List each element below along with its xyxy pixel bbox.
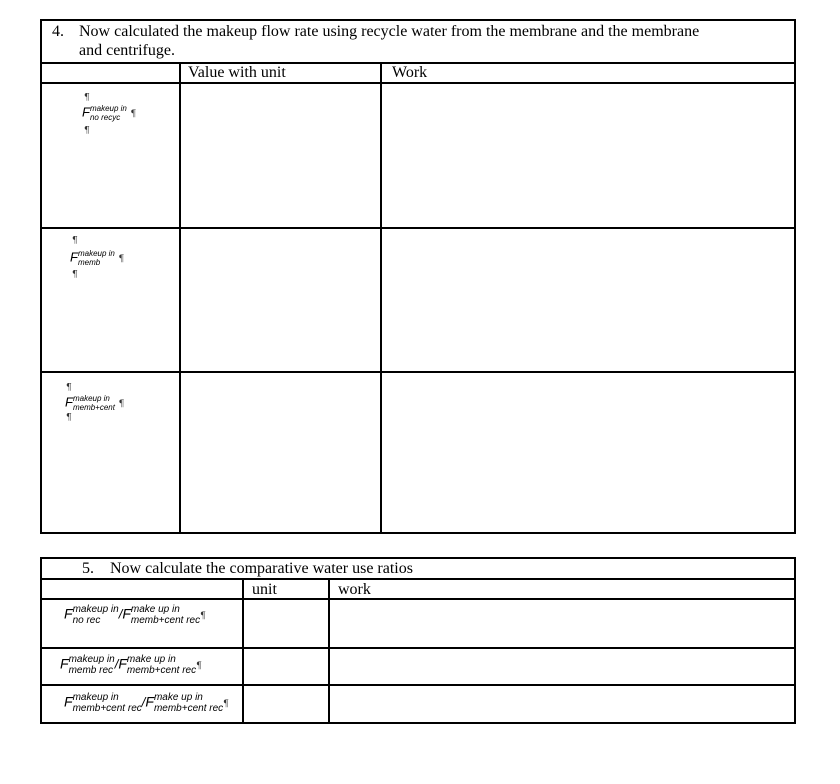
- question-5-number: 5.: [82, 560, 94, 577]
- question-4-line2: and centrifuge.: [79, 42, 175, 59]
- question-4-number: 4.: [52, 23, 64, 40]
- table5-col-divider-1: [242, 578, 244, 724]
- table4-col-divider-2: [380, 62, 382, 534]
- header-work: Work: [392, 64, 428, 81]
- label-makeup-membrane-centrifuge: F makeup in memb+cent ¶: [65, 394, 125, 412]
- label-makeup-no-recycle: F makeup in no recyc ¶: [82, 104, 137, 122]
- table5-col-divider-2: [328, 578, 330, 724]
- header-work: work: [338, 581, 371, 598]
- ratio-memb-cent-over-memb-cent: F makeup in memb+cent rec /F make up in memb+cent rec ¶: [64, 692, 229, 714]
- table5-rule-row1: [40, 647, 796, 649]
- pilcrow-mark: ¶: [72, 236, 78, 246]
- question-5-text: Now calculate the comparative water use ratios: [110, 560, 413, 577]
- makeup-flow-table: [40, 19, 796, 534]
- table4-rule-row2: [40, 371, 796, 373]
- table5-rule-header-top: [40, 578, 796, 580]
- ratio-no-rec-over-memb-cent: F makeup in no rec /F make up in memb+cent rec ¶: [64, 604, 206, 626]
- question-4-line1: Now calculated the makeup flow rate using recycle water from the membrane and the membrane: [79, 23, 700, 40]
- pilcrow-mark: ¶: [84, 93, 90, 103]
- table5-rule-header-bottom: [40, 598, 796, 600]
- header-unit: unit: [252, 581, 277, 598]
- pilcrow-mark: ¶: [66, 413, 72, 423]
- table4-rule-header-bottom: [40, 82, 796, 84]
- table4-rule-row1: [40, 227, 796, 229]
- table5-rule-row2: [40, 684, 796, 686]
- pilcrow-mark: ¶: [72, 270, 78, 280]
- header-value-with-unit: Value with unit: [188, 64, 286, 81]
- ratio-memb-rec-over-memb-cent: F makeup in memb rec /F make up in memb+cent rec ¶: [60, 654, 202, 676]
- pilcrow-mark: ¶: [66, 383, 72, 393]
- table4-col-divider-1: [179, 62, 181, 534]
- label-makeup-membrane: F makeup in memb ¶: [70, 249, 125, 267]
- pilcrow-mark: ¶: [84, 126, 90, 136]
